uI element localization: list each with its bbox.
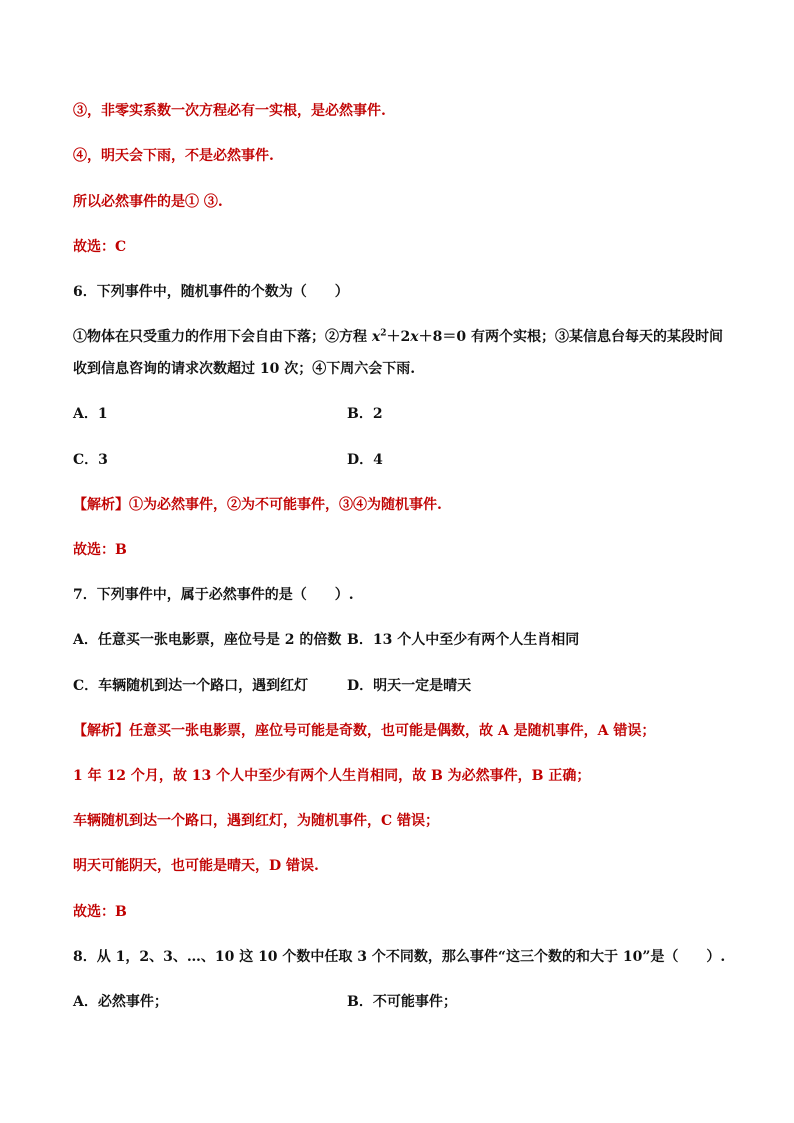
q6-body-part1: ①物体在只受重力的作用下会自由下落；②方程 bbox=[73, 329, 372, 345]
solution-conclusion: 所以必然事件的是① ③. bbox=[73, 194, 223, 210]
question-7-stem: 7．下列事件中，属于必然事件的是（ ）. bbox=[73, 587, 354, 603]
solution-line-3: ③，非零实系数一次方程必有一实根，是必然事件. bbox=[73, 103, 386, 119]
q7-analysis-line-2: 1 年 12 个月，故 13 个人中至少有两个人生肖相同，故 B 为必然事件，B 正确； bbox=[73, 768, 591, 784]
q8-option-b: B．不可能事件； bbox=[347, 994, 457, 1010]
q7-option-c: C．车辆随机到达一个路口，遇到红灯 bbox=[73, 678, 309, 694]
equation-exponent: 2 bbox=[380, 328, 387, 339]
q6-option-a: A．1 bbox=[73, 406, 108, 422]
answer-q5: 故选：C bbox=[73, 239, 127, 255]
q6-option-c: C．3 bbox=[73, 452, 108, 468]
answer-q6: 故选：B bbox=[73, 542, 127, 558]
q7-option-d: D．明天一定是晴天 bbox=[347, 678, 472, 694]
equation-plus-2: ＋2 bbox=[386, 329, 411, 345]
question-8-stem: 8．从 1，2、3、…、10 这 10 个数中任取 3 个不同数，那么事件“这三个数的和大于 10”是（ ）. bbox=[73, 949, 726, 965]
q7-option-a: A．任意买一张电影票，座位号是 2 的倍数 bbox=[73, 632, 342, 648]
q8-option-a: A．必然事件； bbox=[73, 994, 168, 1010]
q6-option-d: D．4 bbox=[347, 452, 383, 468]
question-6-stem: 6．下列事件中，随机事件的个数为（ ） bbox=[73, 284, 349, 300]
q7-analysis-line-4: 明天可能阴天，也可能是晴天，D 错误. bbox=[73, 858, 319, 874]
q6-body-rest: ＋8＝0 有两个实根；③某信息台每天的某段时间 bbox=[418, 329, 723, 345]
q7-analysis-line-3: 车辆随机到达一个路口，遇到红灯，为随机事件，C 错误； bbox=[73, 813, 440, 829]
q7-analysis-line-1: 【解析】任意买一张电影票，座位号可能是奇数，也可能是偶数，故 A 是随机事件，A 错误； bbox=[73, 723, 656, 739]
q7-option-b: B．13 个人中至少有两个人生肖相同 bbox=[347, 632, 580, 648]
q6-analysis: 【解析】①为必然事件，②为不可能事件，③④为随机事件. bbox=[73, 497, 442, 513]
solution-line-4: ④，明天会下雨，不是必然事件. bbox=[73, 148, 274, 164]
equation-var-x: x bbox=[371, 329, 381, 345]
equation-var-x2: x bbox=[410, 329, 419, 345]
question-6-body-line-2: 收到信息咨询的请求次数超过 10 次；④下周六会下雨. bbox=[73, 361, 416, 377]
answer-q7: 故选：B bbox=[73, 904, 127, 920]
q6-option-b: B．2 bbox=[347, 406, 383, 422]
question-6-body-line-1 bbox=[73, 327, 723, 347]
